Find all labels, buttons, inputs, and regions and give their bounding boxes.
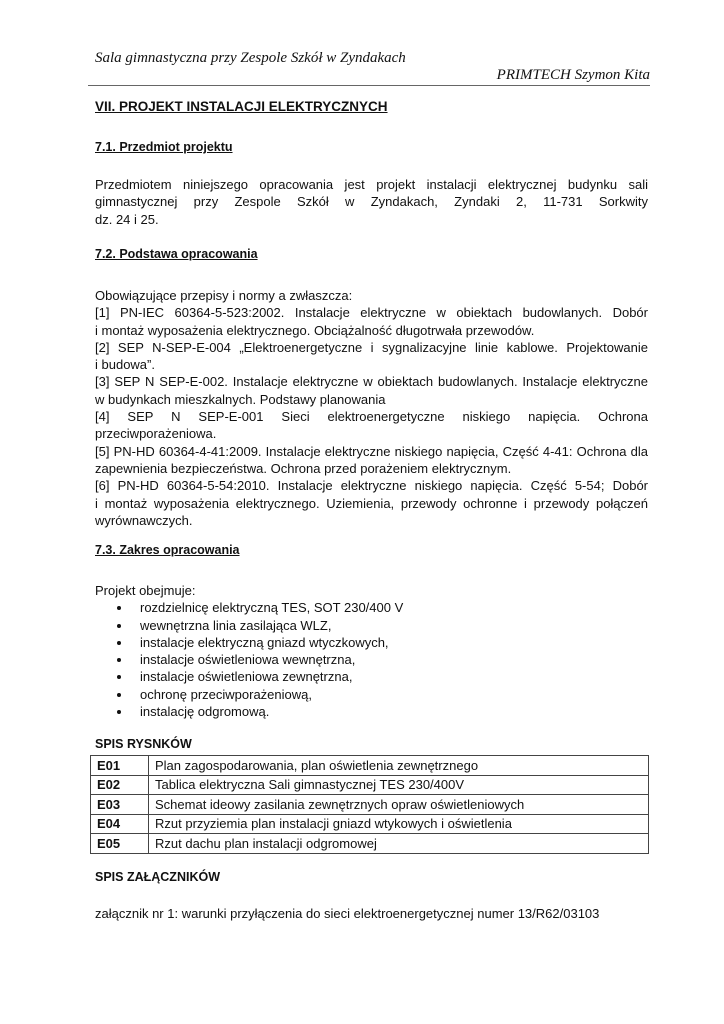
table-row <box>91 756 649 776</box>
drawing-code: E05 <box>91 834 149 854</box>
scope-list <box>95 599 648 720</box>
table-row <box>91 834 649 854</box>
list-item <box>95 617 648 634</box>
text-line: [3] SEP N SEP-E-002. Instalacje elektryczne w obiektach budowlanych. Instalacje elektryczne <box>95 374 648 390</box>
drawing-code: E03 <box>91 795 149 815</box>
section-7-3-scope <box>95 582 648 720</box>
drawing-description: Plan zagospodarowania, plan oświetlenia zewnętrznego <box>149 756 649 776</box>
list-item <box>95 599 648 616</box>
list-item-text: instalacje elektryczną gniazd wtyczkowych, <box>140 634 389 650</box>
list-item-text: wewnętrzna linia zasilająca WLZ, <box>140 617 332 633</box>
list-item-text: ochronę przeciwporażeniową, <box>140 686 312 702</box>
text-line: wyrównawczych. <box>95 512 193 528</box>
text-line: i montaż wyposażenia elektrycznego. Uziemienia, przewody ochronne i przewody połączeń <box>95 495 648 511</box>
drawing-description: Rzut przyziemia plan instalacji gniazd wtykowych i oświetlenia <box>149 814 649 834</box>
table-row <box>91 795 649 815</box>
text-line: przeciwporażeniowa. <box>95 426 217 442</box>
scope-intro: Projekt obejmuje: <box>95 583 196 598</box>
drawing-description: Tablica elektryczna Sali gimnastycznej TES 230/400V <box>149 775 649 795</box>
bullet-icon <box>117 658 121 662</box>
list-item-text: instalacje oświetleniowa zewnętrzna, <box>140 669 353 685</box>
text-line: w budynkach mieszkalnych. Podstawy planowania <box>95 391 386 407</box>
text-line: zapewnienia bezpieczeństwa. Ochrona przed porażeniem elektrycznym. <box>95 460 512 476</box>
section-heading-7-1: 7.1. Przedmiot projektu <box>95 140 233 154</box>
text-line: Przedmiotem niniejszego opracowania jest projekt instalacji elektrycznej budynku sali <box>95 177 648 192</box>
list-item <box>95 634 648 651</box>
bullet-icon <box>117 710 121 714</box>
text-line: dz. 24 i 25. <box>95 211 159 227</box>
list-item <box>95 686 648 703</box>
drawings-table <box>90 755 649 854</box>
section-7-1-paragraph <box>95 176 648 228</box>
drawing-description: Schemat ideowy zasilania zewnętrznych opraw oświetleniowych <box>149 795 649 815</box>
list-item <box>95 668 648 685</box>
list-item-text: instalacje oświetleniowa wewnętrzna, <box>140 652 356 668</box>
attachment-item: załącznik nr 1: warunki przyłączenia do sieci elektroenergetycznej numer 13/R62/03103 <box>95 906 600 921</box>
section-heading-7-3: 7.3. Zakres opracowania <box>95 543 240 557</box>
bullet-icon <box>117 624 121 628</box>
list-item <box>95 703 648 720</box>
drawing-code: E01 <box>91 756 149 776</box>
text-line: i budowa”. <box>95 357 155 373</box>
text-line: [4] SEP N SEP-E-001 Sieci elektroenergetyczne niskiego napięcia. Ochrona <box>95 409 648 425</box>
list-item <box>95 651 648 668</box>
text-line: [1] PN-IEC 60364-5-523:2002. Instalacje elektryczne w obiektach budowlanych. Dobór <box>95 305 648 321</box>
text-line: Obowiązujące przepisy i normy a zwłaszcza: <box>95 288 353 303</box>
header-divider <box>88 85 650 86</box>
list-item-text: instalację odgromową. <box>140 704 270 720</box>
text-line: [5] PN-HD 60364-4-41:2009. Instalacje elektryczne niskiego napięcia, Część 4-41: Ochrona dla <box>95 443 648 459</box>
bullet-icon <box>117 675 121 679</box>
text-line: [6] PN-HD 60364-5-54:2010. Instalacje elektryczne niskiego napięcia. Część 5-54; Dobór <box>95 478 648 494</box>
drawing-description: Rzut dachu plan instalacji odgromowej <box>149 834 649 854</box>
section-heading-7-2: 7.2. Podstawa opracowania <box>95 247 258 261</box>
drawing-code: E04 <box>91 814 149 834</box>
drawing-code: E02 <box>91 775 149 795</box>
bullet-icon <box>117 641 121 645</box>
text-line: gimnastycznej przy Zespole Szkół w Zyndakach, Zyndaki 2, 11-731 Sorkwity <box>95 194 648 210</box>
text-line: [2] SEP N-SEP-E-004 „Elektroenergetyczne i sygnalizacyjne linie kablowe. Projektowanie <box>95 339 648 355</box>
header-project-name: Sala gimnastyczna przy Zespole Szkół w Zyndakach <box>95 50 406 66</box>
drawings-list-title: SPIS RYSNKÓW <box>95 737 192 751</box>
chapter-title: VII. PROJEKT INSTALACJI ELEKTRYCZNYCH <box>95 99 388 114</box>
list-item-text: rozdzielnicę elektryczną TES, SOT 230/400 V <box>140 600 404 616</box>
section-7-2-list <box>95 287 648 529</box>
bullet-icon <box>117 693 121 697</box>
header-company: PRIMTECH Szymon Kita <box>496 67 650 83</box>
bullet-icon <box>117 606 121 610</box>
table-row <box>91 814 649 834</box>
text-line: i montaż wyposażenia elektrycznego. Obciążalność długotrwała przewodów. <box>95 322 535 338</box>
table-row <box>91 775 649 795</box>
attachments-title: SPIS ZAŁĄCZNIKÓW <box>95 870 220 884</box>
